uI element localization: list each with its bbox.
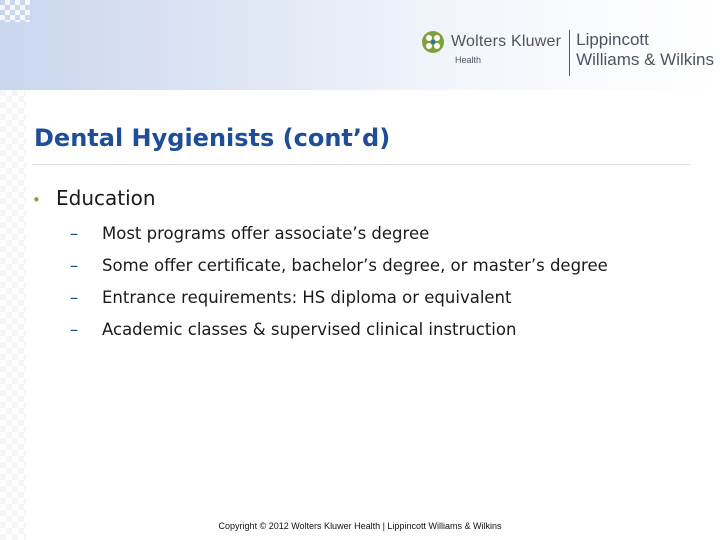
sub-bullet-item <box>70 224 608 256</box>
wolters-kluwer-logo <box>421 30 561 65</box>
logo-company-name: Wolters Kluwer <box>451 33 562 50</box>
sub-bullet-list <box>70 224 608 352</box>
dash-icon: – <box>70 288 79 307</box>
sub-bullet-item <box>70 320 608 352</box>
bullet-item <box>32 186 156 210</box>
copyright-footer: Copyright © 2012 Wolters Kluwer Health | Lippincott Williams & Wilkins <box>218 521 502 531</box>
sub-bullet-item <box>70 256 608 288</box>
dash-icon: – <box>70 256 79 275</box>
dash-icon: – <box>70 320 79 339</box>
sub-bullet-text: Some offer certificate, bachelor’s degree, or master’s degree <box>102 256 608 275</box>
sub-bullet-text: Academic classes & supervised clinical instruction <box>102 320 517 339</box>
bullet-label: Education <box>56 186 156 210</box>
logo-division: Health <box>455 55 482 65</box>
sub-bullet-item <box>70 288 608 320</box>
sub-bullet-text: Most programs offer associate’s degree <box>102 224 430 243</box>
title-divider <box>32 164 690 165</box>
logo-divider <box>569 30 570 76</box>
wolters-kluwer-icon <box>421 30 445 54</box>
publisher-logo <box>421 30 714 80</box>
dash-icon: – <box>70 224 79 243</box>
sub-bullet-text: Entrance requirements: HS diploma or equivalent <box>102 288 512 307</box>
logo-brand-line2: Williams & Wilkins <box>576 50 714 69</box>
slide-title: Dental Hygienists (cont’d) <box>34 124 391 152</box>
lww-logo <box>576 30 714 70</box>
bullet-dot-icon: • <box>32 191 41 209</box>
logo-brand-line1: Lippincott <box>576 30 649 49</box>
